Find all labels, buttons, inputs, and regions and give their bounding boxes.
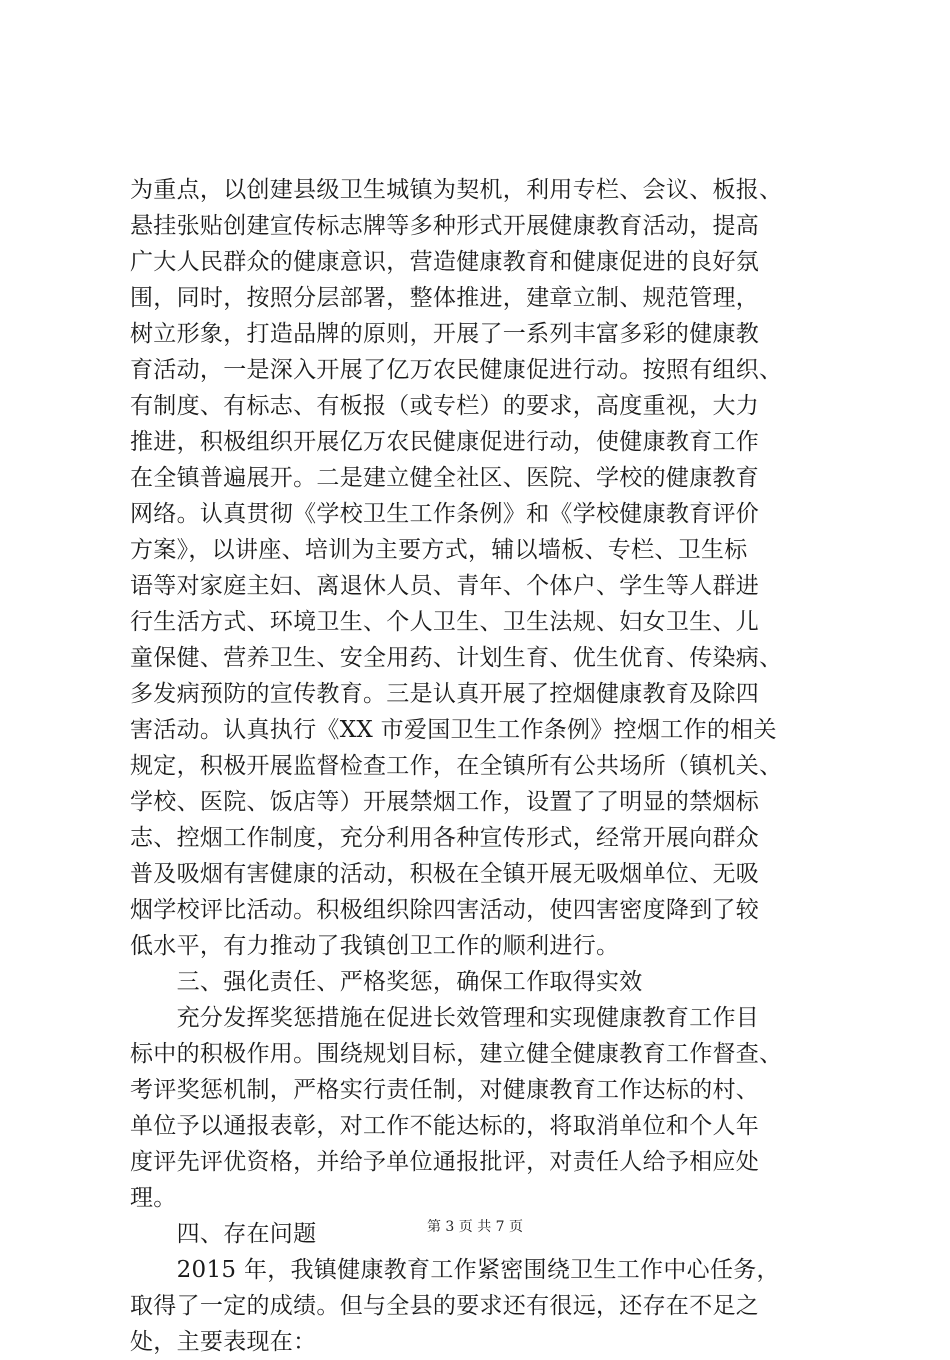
text-line: 充分发挥奖惩措施在促进长效管理和实现健康教育工作目 (130, 1005, 760, 1031)
text-line: 有制度、有标志、有板报（或专栏）的要求，高度重视，大力 (130, 393, 760, 419)
text-line: 树立形象，打造品牌的原则，开展了一系列丰富多彩的健康教 (130, 321, 760, 347)
text-line: 网络。认真贯彻《学校卫生工作条例》和《学校健康教育评价 (130, 501, 760, 527)
text-line: 害活动。认真执行《XX 市爱国卫生工作条例》控烟工作的相关 (130, 717, 777, 743)
text-line: 多发病预防的宣传教育。三是认真开展了控烟健康教育及除四 (130, 681, 760, 707)
text-line: 围，同时，按照分层部署，整体推进，建章立制、规范管理， (130, 285, 760, 311)
text-line: 普及吸烟有害健康的活动，积极在全镇开展无吸烟单位、无吸 (130, 861, 760, 887)
text-line: 语等对家庭主妇、离退休人员、青年、个体户、学生等人群进 (130, 573, 760, 599)
section-heading: 三、强化责任、严格奖惩，确保工作取得实效 (130, 969, 643, 995)
text-line: 在全镇普遍展开。二是建立健全社区、医院、学校的健康教育 (130, 465, 760, 491)
text-line: 烟学校评比活动。积极组织除四害活动，使四害密度降到了较 (130, 897, 760, 923)
text-line: 处，主要表现在： (130, 1329, 317, 1355)
text-line: 方案》，以讲座、培训为主要方式，辅以墙板、专栏、卫生标 (130, 537, 748, 563)
text-line: 童保健、营养卫生、安全用药、计划生育、优生优育、传染病、 (130, 645, 783, 671)
text-line: 推进，积极组织开展亿万农民健康促进行动，使健康教育工作 (130, 429, 760, 455)
text-line: 标中的积极作用。围绕规划目标，建立健全健康教育工作督查、 (130, 1041, 783, 1067)
text-line: 规定，积极开展监督检查工作，在全镇所有公共场所（镇机关、 (130, 753, 783, 779)
text-line: 育活动，一是深入开展了亿万农民健康促进行动。按照有组织、 (130, 357, 783, 383)
text-line: 学校、医院、饭店等）开展禁烟工作，设置了了明显的禁烟标 (130, 789, 760, 815)
text-line: 2015 年，我镇健康教育工作紧密围绕卫生工作中心任务， (130, 1257, 780, 1283)
text-line: 理。 (130, 1185, 177, 1211)
text-line: 低水平，有力推动了我镇创卫工作的顺利进行。 (130, 933, 620, 959)
text-line: 考评奖惩机制，严格实行责任制，对健康教育工作达标的村、 (130, 1077, 760, 1103)
text-line: 广大人民群众的健康意识，营造健康教育和健康促进的良好氛 (130, 249, 760, 275)
text-line: 行生活方式、环境卫生、个人卫生、卫生法规、妇女卫生、儿 (130, 609, 760, 635)
section-heading: 四、存在问题 (130, 1221, 317, 1247)
text-line: 悬挂张贴创建宣传标志牌等多种形式开展健康教育活动，提高 (130, 213, 760, 239)
document-body (130, 172, 830, 1360)
text-line: 单位予以通报表彰，对工作不能达标的，将取消单位和个人年 (130, 1113, 760, 1139)
text-line: 为重点，以创建县级卫生城镇为契机，利用专栏、会议、板报、 (130, 177, 783, 203)
text-line: 志、控烟工作制度，充分利用各种宣传形式，经常开展向群众 (130, 825, 760, 851)
text-line: 度评先评优资格，并给予单位通报批评，对责任人给予相应处 (130, 1149, 760, 1175)
page-number-footer: 第 3 页 共 7 页 (426, 1219, 524, 1235)
text-line: 取得了一定的成绩。但与全县的要求还有很远，还存在不足之 (130, 1293, 760, 1319)
